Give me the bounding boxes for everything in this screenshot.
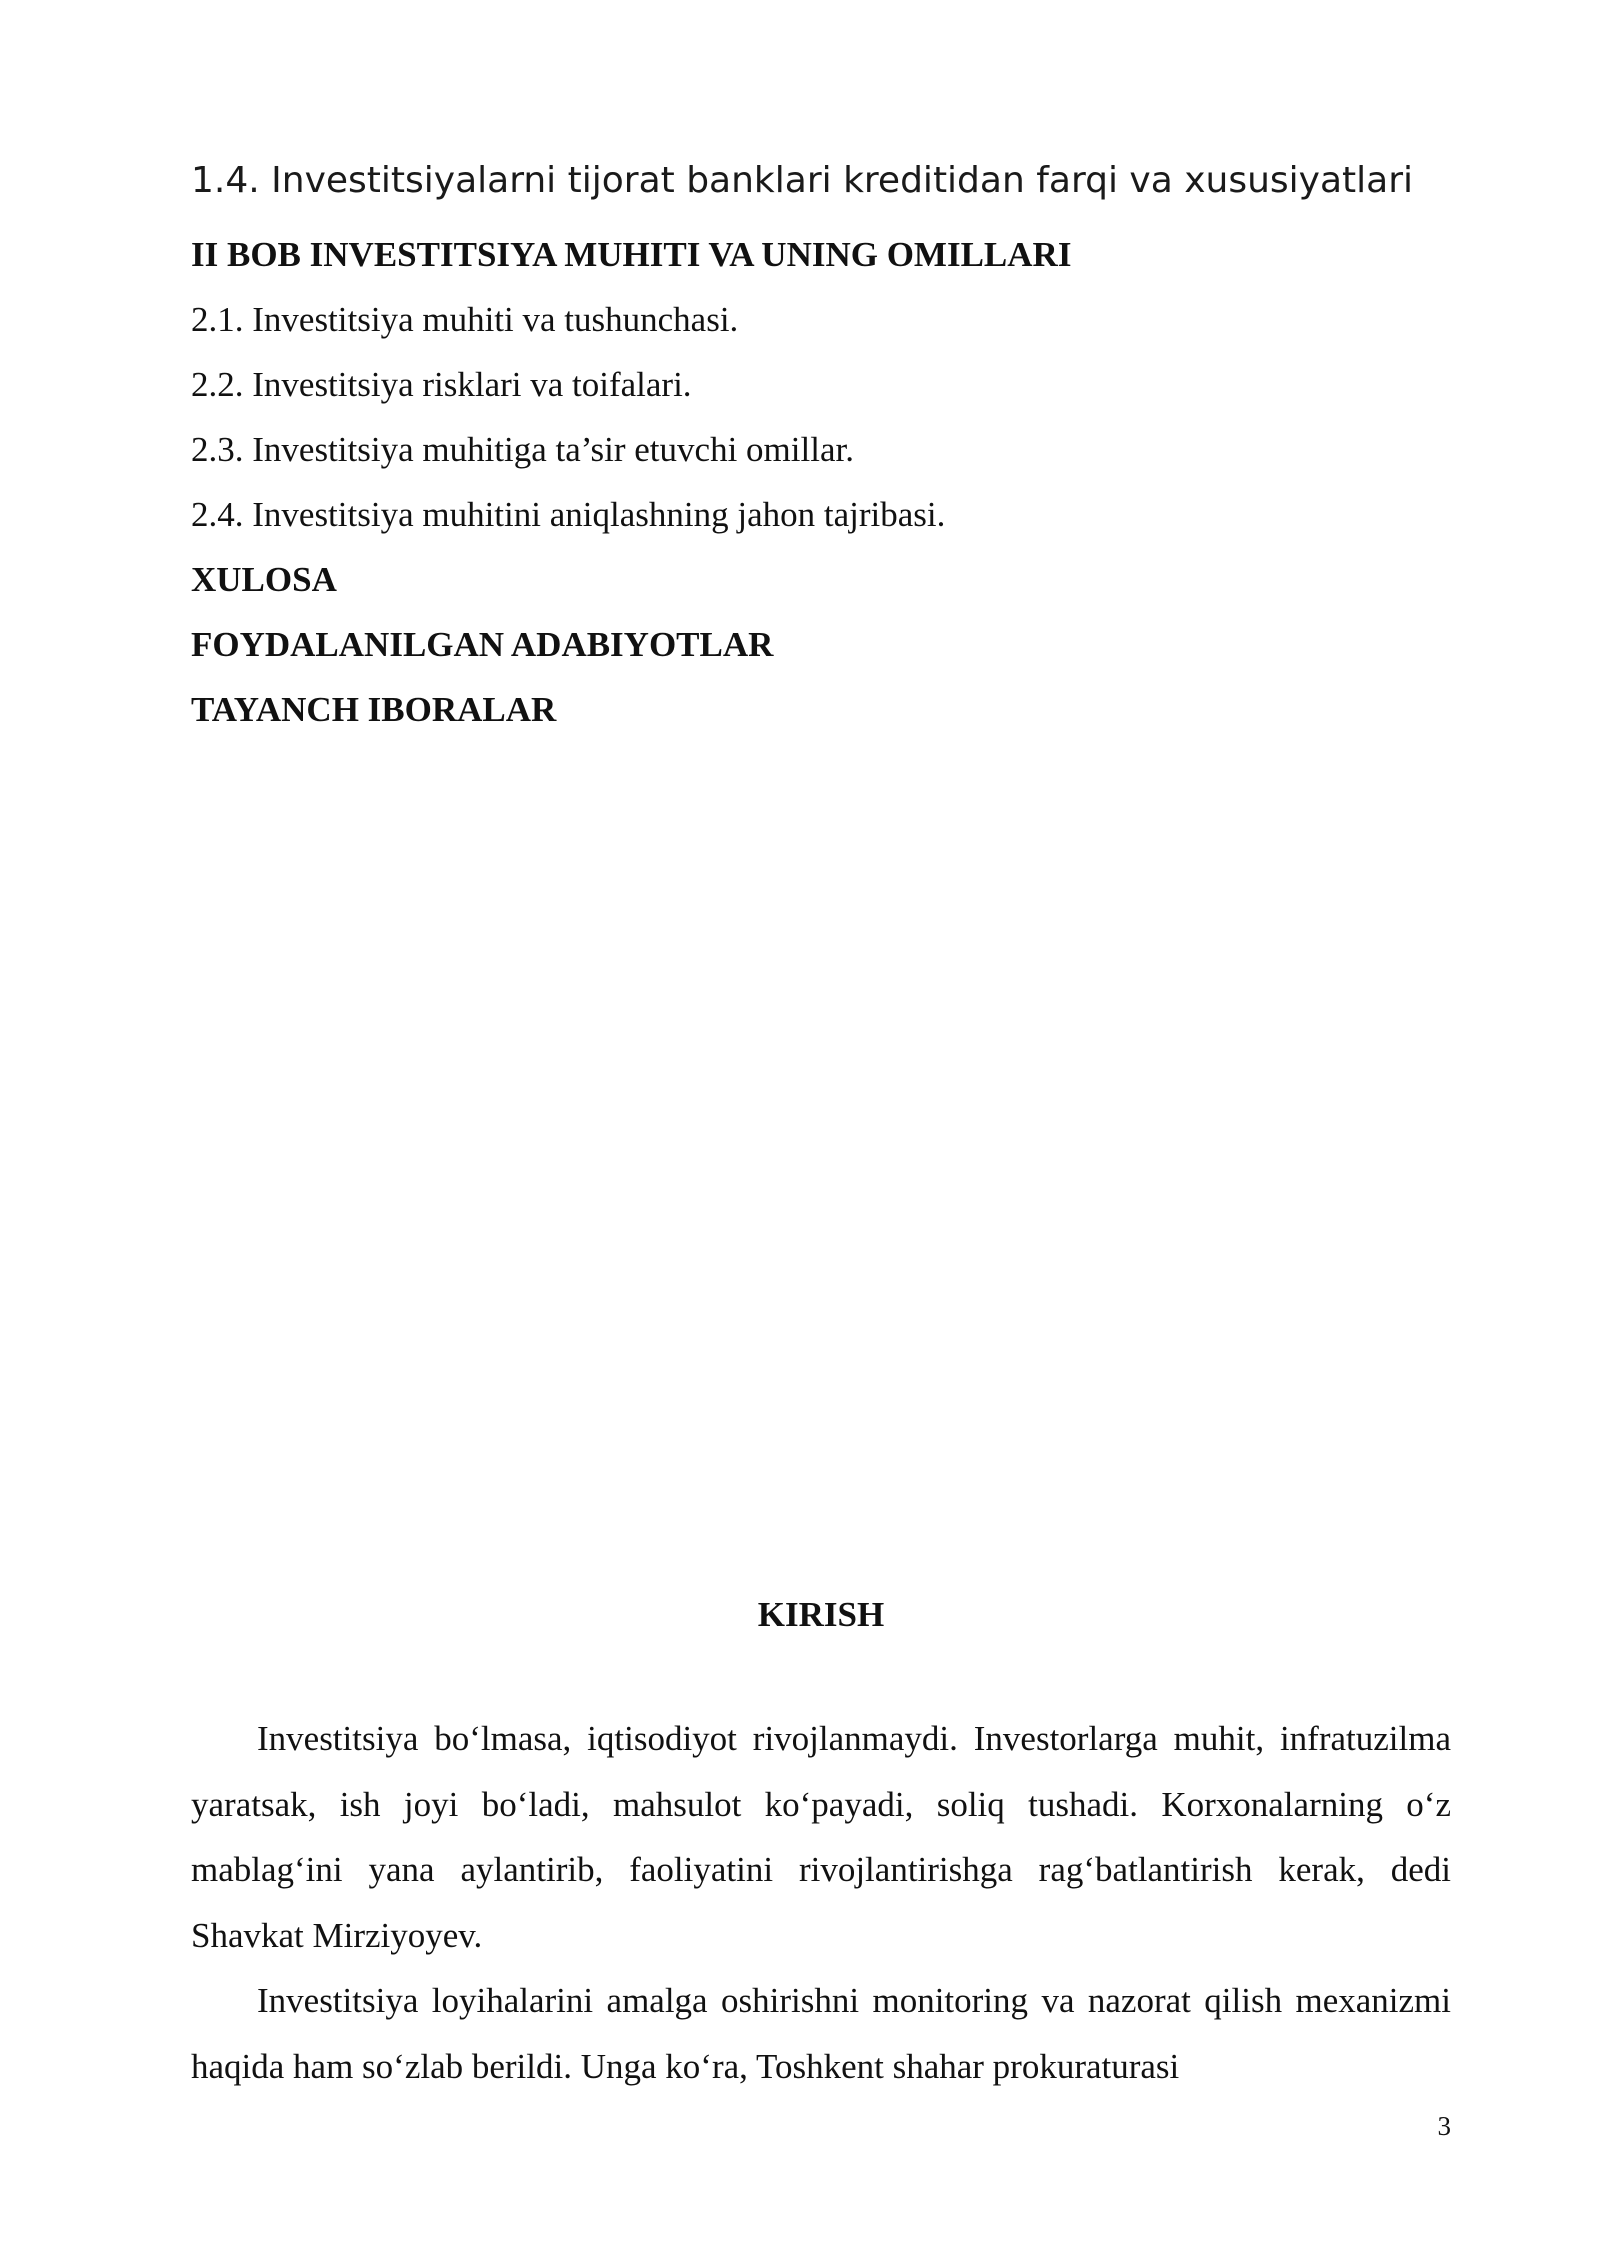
toc-item-1-4: 1.4. Investitsiyalarni tijorat banklari kreditidan farqi va xususiyatlari: [191, 160, 1414, 201]
table-of-contents: [191, 152, 1451, 742]
toc-conclusion: XULOSA: [191, 560, 337, 599]
body-paragraph-1: Investitsiya bo‘lmasa, iqtisodiyot rivojlanmaydi. Investorlarga muhit, infratuzilma yaratsak, ish joyi bo‘ladi, mahsulot ko‘payadi, soliq tushadi. Korxonalarning o‘z mablag‘ini yana aylantirib, faoliyatini rivojlantirishga rag‘batlantirish kerak, dedi Shavkat Mirziyoyev.: [191, 1719, 1451, 1955]
toc-item-2-3: 2.3. Investitsiya muhitiga ta’sir etuvchi omillar.: [191, 430, 854, 469]
body-paragraph-2: Investitsiya loyihalarini amalga oshirishni monitoring va nazorat qilish mexanizmi haqida ham so‘zlab berildi. Unga ko‘ra, Toshkent shahar prokuraturasi: [191, 1981, 1451, 2086]
toc-item-2-2: 2.2. Investitsiya risklari va toifalari.: [191, 365, 692, 404]
introduction-heading: KIRISH: [757, 1595, 885, 1634]
toc-references: FOYDALANILGAN ADABIYOTLAR: [191, 625, 774, 664]
toc-chapter-2-heading: II BOB INVESTITSIYA MUHITI VA UNING OMILLARI: [191, 235, 1072, 274]
page-number: 3: [1437, 2111, 1451, 2141]
introduction-body: [191, 1706, 1451, 2099]
toc-item-2-1: 2.1. Investitsiya muhiti va tushunchasi.: [191, 300, 739, 339]
toc-keywords: TAYANCH IBORALAR: [191, 690, 557, 729]
toc-item-2-4: 2.4. Investitsiya muhitini aniqlashning jahon tajribasi.: [191, 495, 946, 534]
